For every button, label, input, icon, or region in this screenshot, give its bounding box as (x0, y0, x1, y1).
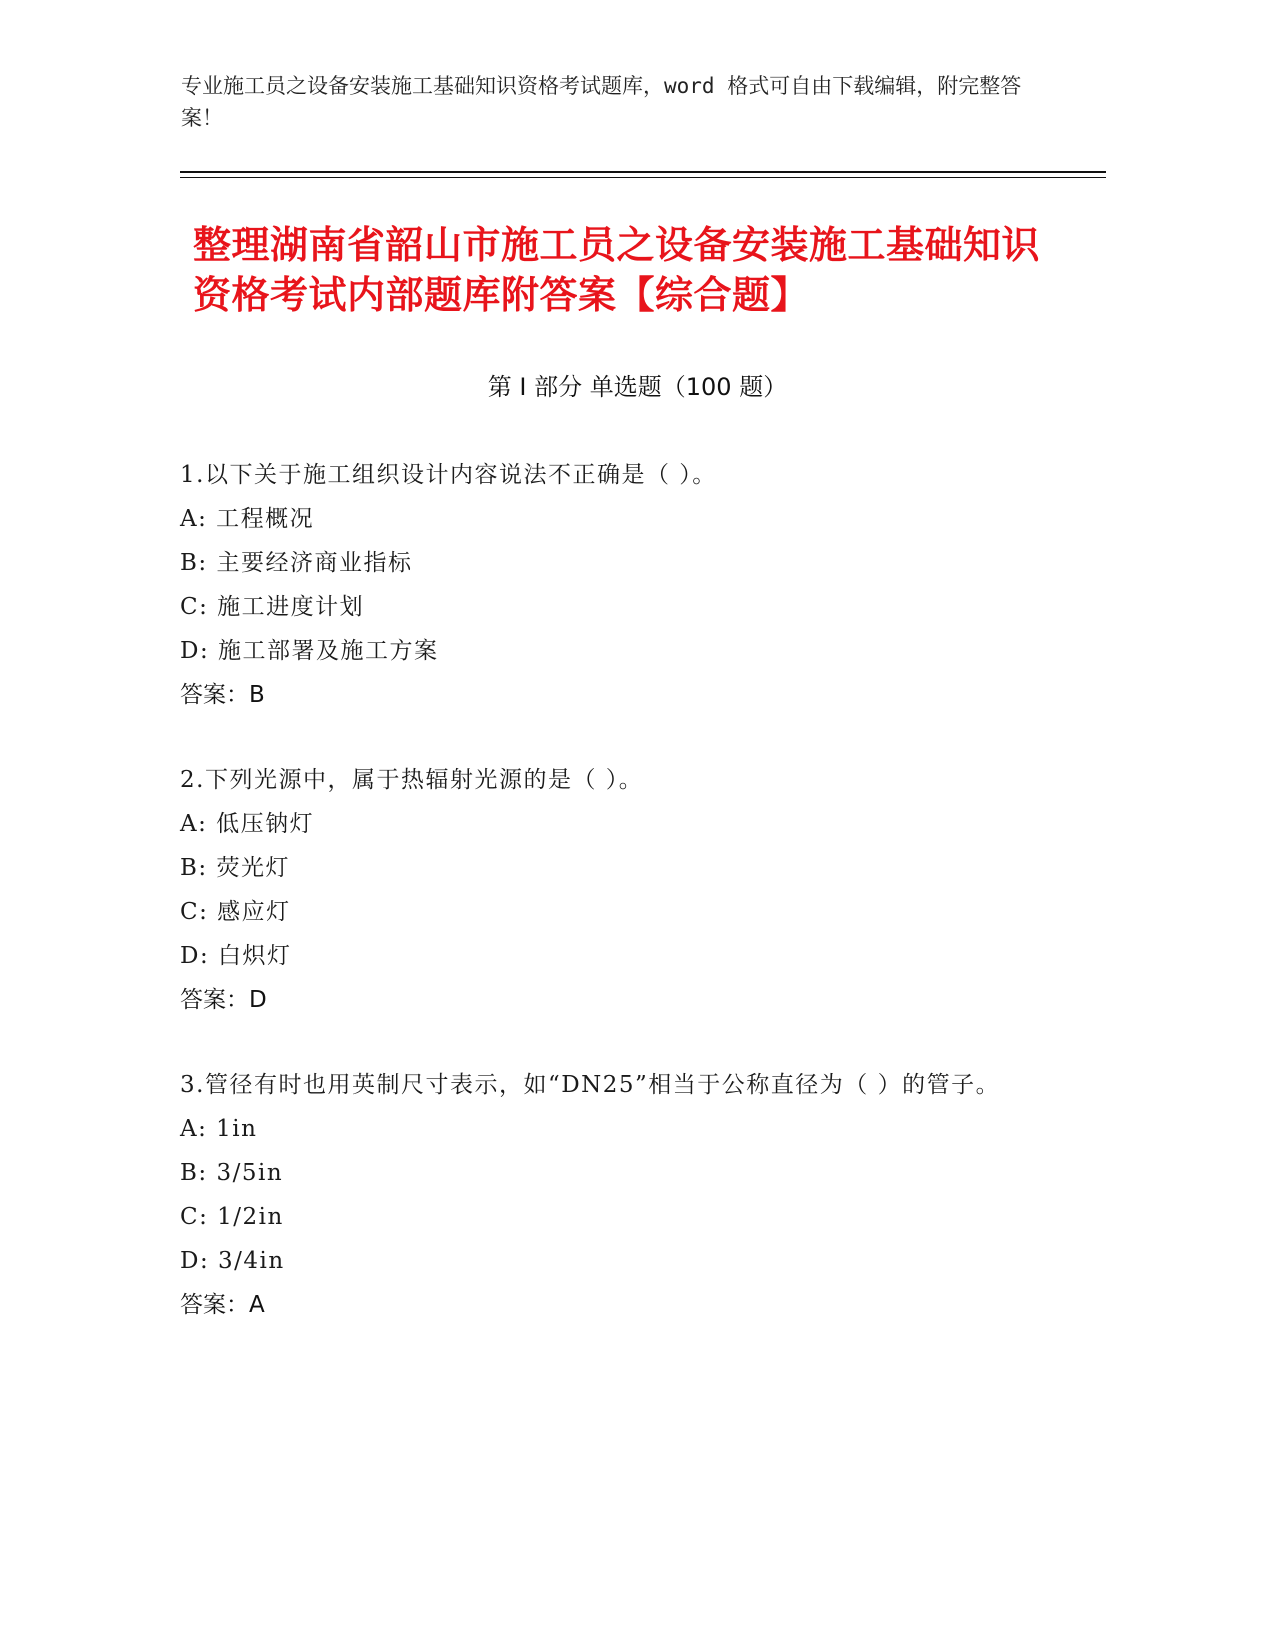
answer-label: 答案：B (180, 682, 265, 708)
option-a: A: 工程概况 (180, 506, 315, 532)
question-stem: 3.管径有时也用英制尺寸表示，如“DN25”相当于公称直径为（ ）的管子。 (180, 1072, 1001, 1098)
option-b: B: 荧光灯 (180, 855, 290, 881)
answer-label: 答案：A (180, 1292, 265, 1318)
question-stem: 2.下列光源中，属于热辐射光源的是（ ）。 (180, 767, 644, 793)
question-2 (180, 758, 1040, 1022)
document-title: 整理湖南省韶山市施工员之设备安装施工基础知识资格考试内部题库附答案【综合题】 (193, 223, 1041, 317)
section-title: 第 I 部分 单选题（100 题） (487, 373, 788, 401)
question-1 (180, 453, 1040, 717)
option-b: B: 主要经济商业指标 (180, 550, 413, 576)
question-stem: 1.以下关于施工组织设计内容说法不正确是（ ）。 (180, 462, 717, 488)
answer-label: 答案：D (180, 987, 267, 1013)
option-d: D: 白炽灯 (180, 943, 292, 969)
option-c: C: 施工进度计划 (180, 594, 365, 620)
option-b: B: 3/5in (180, 1160, 284, 1186)
option-d: D: 3/4in (180, 1248, 285, 1274)
header-divider-thin (180, 177, 1106, 178)
header-note: 专业施工员之设备安装施工基础知识资格考试题库，word 格式可自由下载编辑，附完整答案！ (181, 74, 1022, 130)
option-c: C: 感应灯 (180, 899, 291, 925)
question-3 (180, 1063, 1040, 1327)
option-d: D: 施工部署及施工方案 (180, 638, 439, 664)
option-a: A: 1in (180, 1116, 258, 1142)
option-c: C: 1/2in (180, 1204, 284, 1230)
header-divider-thick (180, 171, 1106, 173)
option-a: A: 低压钠灯 (180, 811, 315, 837)
